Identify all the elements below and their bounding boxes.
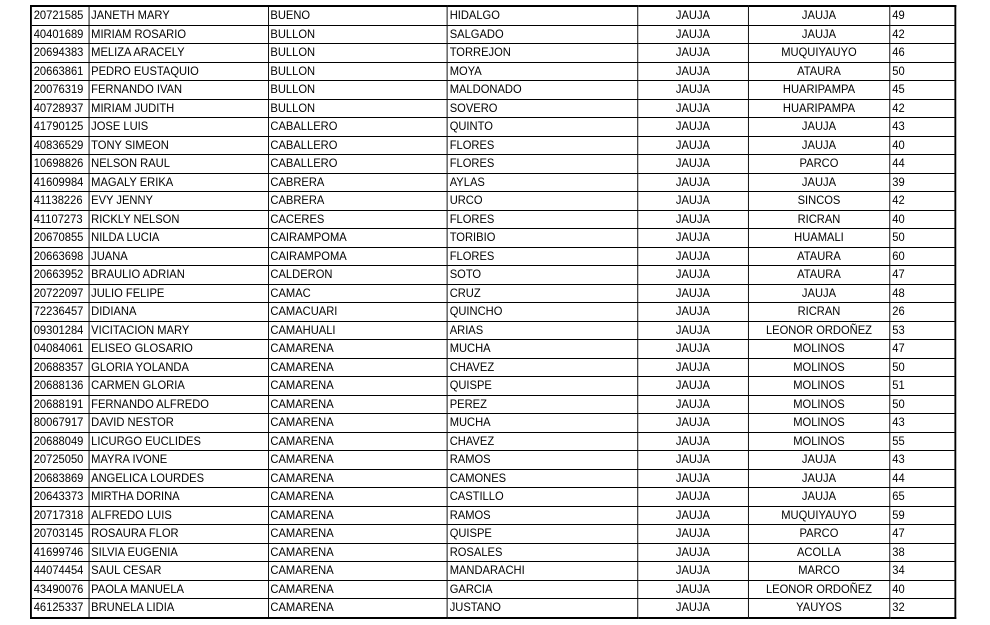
dni-cell: 09301284 bbox=[31, 321, 89, 340]
maternal-surname-cell: CRUZ bbox=[447, 284, 637, 303]
district-cell: LEONOR ORDOÑEZ bbox=[748, 321, 890, 340]
age-cell: 50 bbox=[890, 358, 955, 377]
first-names-cell: MELIZA ARACELY bbox=[89, 44, 268, 63]
table-row bbox=[31, 303, 955, 322]
registry-table bbox=[30, 5, 956, 619]
district-cell: JAUJA bbox=[748, 469, 890, 488]
paternal-surname-cell: CAMARENA bbox=[268, 340, 447, 359]
first-names-cell: MIRTHA DORINA bbox=[89, 488, 268, 507]
age-cell: 39 bbox=[890, 173, 955, 192]
paternal-surname-cell: CACERES bbox=[268, 210, 447, 229]
table-body bbox=[31, 6, 955, 618]
province-cell: JAUJA bbox=[638, 340, 748, 359]
dni-cell: 40401689 bbox=[31, 25, 89, 44]
district-cell: JAUJA bbox=[748, 118, 890, 137]
paternal-surname-cell: CABRERA bbox=[268, 173, 447, 192]
table-row bbox=[31, 81, 955, 100]
first-names-cell: ROSAURA FLOR bbox=[89, 525, 268, 544]
paternal-surname-cell: CAMARENA bbox=[268, 599, 447, 618]
paternal-surname-cell: CAMARENA bbox=[268, 432, 447, 451]
district-cell: ATAURA bbox=[748, 247, 890, 266]
age-cell: 40 bbox=[890, 136, 955, 155]
first-names-cell: JULIO FELIPE bbox=[89, 284, 268, 303]
paternal-surname-cell: CAIRAMPOMA bbox=[268, 247, 447, 266]
province-cell: JAUJA bbox=[638, 599, 748, 618]
table-row bbox=[31, 377, 955, 396]
maternal-surname-cell: QUISPE bbox=[447, 525, 637, 544]
district-cell: SINCOS bbox=[748, 192, 890, 211]
age-cell: 32 bbox=[890, 599, 955, 618]
maternal-surname-cell: FLORES bbox=[447, 247, 637, 266]
paternal-surname-cell: CAMARENA bbox=[268, 358, 447, 377]
province-cell: JAUJA bbox=[638, 136, 748, 155]
dni-cell: 41107273 bbox=[31, 210, 89, 229]
maternal-surname-cell: SALGADO bbox=[447, 25, 637, 44]
paternal-surname-cell: BULLON bbox=[268, 62, 447, 81]
paternal-surname-cell: CAMACUARI bbox=[268, 303, 447, 322]
first-names-cell: FERNANDO IVAN bbox=[89, 81, 268, 100]
table-row bbox=[31, 25, 955, 44]
paternal-surname-cell: CABRERA bbox=[268, 192, 447, 211]
table-row bbox=[31, 192, 955, 211]
age-cell: 50 bbox=[890, 395, 955, 414]
table-row bbox=[31, 414, 955, 433]
district-cell: JAUJA bbox=[748, 173, 890, 192]
first-names-cell: GLORIA YOLANDA bbox=[89, 358, 268, 377]
maternal-surname-cell: URCO bbox=[447, 192, 637, 211]
province-cell: JAUJA bbox=[638, 543, 748, 562]
district-cell: MOLINOS bbox=[748, 358, 890, 377]
first-names-cell: DIDIANA bbox=[89, 303, 268, 322]
dni-cell: 20703145 bbox=[31, 525, 89, 544]
maternal-surname-cell: MUCHA bbox=[447, 340, 637, 359]
dni-cell: 20722097 bbox=[31, 284, 89, 303]
dni-cell: 20663952 bbox=[31, 266, 89, 285]
paternal-surname-cell: CAIRAMPOMA bbox=[268, 229, 447, 248]
first-names-cell: MAYRA IVONE bbox=[89, 451, 268, 470]
paternal-surname-cell: CAMARENA bbox=[268, 469, 447, 488]
table-row bbox=[31, 118, 955, 137]
province-cell: JAUJA bbox=[638, 192, 748, 211]
province-cell: JAUJA bbox=[638, 395, 748, 414]
paternal-surname-cell: CABALLERO bbox=[268, 155, 447, 174]
table-row bbox=[31, 247, 955, 266]
age-cell: 60 bbox=[890, 247, 955, 266]
district-cell: YAUYOS bbox=[748, 599, 890, 618]
province-cell: JAUJA bbox=[638, 6, 748, 25]
paternal-surname-cell: CAMARENA bbox=[268, 525, 447, 544]
district-cell: JAUJA bbox=[748, 6, 890, 25]
table-row bbox=[31, 451, 955, 470]
dni-cell: 20643373 bbox=[31, 488, 89, 507]
age-cell: 26 bbox=[890, 303, 955, 322]
province-cell: JAUJA bbox=[638, 580, 748, 599]
table-row bbox=[31, 6, 955, 25]
first-names-cell: CARMEN GLORIA bbox=[89, 377, 268, 396]
age-cell: 50 bbox=[890, 229, 955, 248]
province-cell: JAUJA bbox=[638, 377, 748, 396]
maternal-surname-cell: MUCHA bbox=[447, 414, 637, 433]
maternal-surname-cell: MOYA bbox=[447, 62, 637, 81]
paternal-surname-cell: CAMARENA bbox=[268, 580, 447, 599]
table-row bbox=[31, 266, 955, 285]
dni-cell: 41790125 bbox=[31, 118, 89, 137]
maternal-surname-cell: CHAVEZ bbox=[447, 358, 637, 377]
first-names-cell: MIRIAM ROSARIO bbox=[89, 25, 268, 44]
first-names-cell: BRAULIO ADRIAN bbox=[89, 266, 268, 285]
age-cell: 47 bbox=[890, 266, 955, 285]
district-cell: JAUJA bbox=[748, 284, 890, 303]
table-row bbox=[31, 469, 955, 488]
table-row bbox=[31, 284, 955, 303]
paternal-surname-cell: CAMARENA bbox=[268, 451, 447, 470]
table-row bbox=[31, 44, 955, 63]
paternal-surname-cell: CAMARENA bbox=[268, 488, 447, 507]
maternal-surname-cell: TORREJON bbox=[447, 44, 637, 63]
maternal-surname-cell: ARIAS bbox=[447, 321, 637, 340]
province-cell: JAUJA bbox=[638, 469, 748, 488]
age-cell: 55 bbox=[890, 432, 955, 451]
dni-cell: 04084061 bbox=[31, 340, 89, 359]
dni-cell: 40728937 bbox=[31, 99, 89, 118]
dni-cell: 20721585 bbox=[31, 6, 89, 25]
table-row bbox=[31, 155, 955, 174]
table-row bbox=[31, 506, 955, 525]
maternal-surname-cell: CASTILLO bbox=[447, 488, 637, 507]
district-cell: MUQUIYAUYO bbox=[748, 44, 890, 63]
dni-cell: 44074454 bbox=[31, 562, 89, 581]
first-names-cell: JOSE LUIS bbox=[89, 118, 268, 137]
province-cell: JAUJA bbox=[638, 155, 748, 174]
dni-cell: 10698826 bbox=[31, 155, 89, 174]
province-cell: JAUJA bbox=[638, 62, 748, 81]
age-cell: 51 bbox=[890, 377, 955, 396]
province-cell: JAUJA bbox=[638, 210, 748, 229]
age-cell: 43 bbox=[890, 414, 955, 433]
age-cell: 42 bbox=[890, 99, 955, 118]
province-cell: JAUJA bbox=[638, 173, 748, 192]
first-names-cell: VICITACION MARY bbox=[89, 321, 268, 340]
first-names-cell: JUANA bbox=[89, 247, 268, 266]
district-cell: MUQUIYAUYO bbox=[748, 506, 890, 525]
district-cell: MOLINOS bbox=[748, 432, 890, 451]
age-cell: 38 bbox=[890, 543, 955, 562]
province-cell: JAUJA bbox=[638, 81, 748, 100]
table-row bbox=[31, 229, 955, 248]
maternal-surname-cell: JUSTANO bbox=[447, 599, 637, 618]
dni-cell: 20670855 bbox=[31, 229, 89, 248]
first-names-cell: NILDA LUCIA bbox=[89, 229, 268, 248]
dni-cell: 20663698 bbox=[31, 247, 89, 266]
first-names-cell: JANETH MARY bbox=[89, 6, 268, 25]
age-cell: 40 bbox=[890, 580, 955, 599]
first-names-cell: NELSON RAUL bbox=[89, 155, 268, 174]
dni-cell: 43490076 bbox=[31, 580, 89, 599]
province-cell: JAUJA bbox=[638, 488, 748, 507]
dni-cell: 41699746 bbox=[31, 543, 89, 562]
dni-cell: 20663861 bbox=[31, 62, 89, 81]
paternal-surname-cell: CAMARENA bbox=[268, 562, 447, 581]
table-row bbox=[31, 525, 955, 544]
district-cell: JAUJA bbox=[748, 136, 890, 155]
table-row bbox=[31, 580, 955, 599]
age-cell: 59 bbox=[890, 506, 955, 525]
dni-cell: 40836529 bbox=[31, 136, 89, 155]
age-cell: 44 bbox=[890, 469, 955, 488]
first-names-cell: ELISEO GLOSARIO bbox=[89, 340, 268, 359]
maternal-surname-cell: FLORES bbox=[447, 136, 637, 155]
dni-cell: 20688136 bbox=[31, 377, 89, 396]
paternal-surname-cell: CAMARENA bbox=[268, 395, 447, 414]
first-names-cell: BRUNELA LIDIA bbox=[89, 599, 268, 618]
first-names-cell: SILVIA EUGENIA bbox=[89, 543, 268, 562]
age-cell: 50 bbox=[890, 62, 955, 81]
first-names-cell: RICKLY NELSON bbox=[89, 210, 268, 229]
dni-cell: 20717318 bbox=[31, 506, 89, 525]
district-cell: LEONOR ORDOÑEZ bbox=[748, 580, 890, 599]
first-names-cell: EVY JENNY bbox=[89, 192, 268, 211]
table-row bbox=[31, 62, 955, 81]
maternal-surname-cell: MALDONADO bbox=[447, 81, 637, 100]
province-cell: JAUJA bbox=[638, 432, 748, 451]
district-cell: MOLINOS bbox=[748, 340, 890, 359]
table-row bbox=[31, 432, 955, 451]
dni-cell: 72236457 bbox=[31, 303, 89, 322]
province-cell: JAUJA bbox=[638, 118, 748, 137]
age-cell: 47 bbox=[890, 340, 955, 359]
paternal-surname-cell: BULLON bbox=[268, 44, 447, 63]
age-cell: 46 bbox=[890, 44, 955, 63]
district-cell: HUAMALI bbox=[748, 229, 890, 248]
district-cell: PARCO bbox=[748, 525, 890, 544]
dni-cell: 20725050 bbox=[31, 451, 89, 470]
paternal-surname-cell: CAMARENA bbox=[268, 506, 447, 525]
province-cell: JAUJA bbox=[638, 506, 748, 525]
district-cell: JAUJA bbox=[748, 25, 890, 44]
age-cell: 43 bbox=[890, 118, 955, 137]
table-row bbox=[31, 173, 955, 192]
first-names-cell: DAVID NESTOR bbox=[89, 414, 268, 433]
age-cell: 42 bbox=[890, 192, 955, 211]
dni-cell: 41138226 bbox=[31, 192, 89, 211]
province-cell: JAUJA bbox=[638, 414, 748, 433]
first-names-cell: PEDRO EUSTAQUIO bbox=[89, 62, 268, 81]
district-cell: MOLINOS bbox=[748, 395, 890, 414]
paternal-surname-cell: BUENO bbox=[268, 6, 447, 25]
maternal-surname-cell: QUINTO bbox=[447, 118, 637, 137]
district-cell: HUARIPAMPA bbox=[748, 81, 890, 100]
maternal-surname-cell: SOTO bbox=[447, 266, 637, 285]
maternal-surname-cell: SOVERO bbox=[447, 99, 637, 118]
maternal-surname-cell: GARCIA bbox=[447, 580, 637, 599]
maternal-surname-cell: CHAVEZ bbox=[447, 432, 637, 451]
table-row bbox=[31, 543, 955, 562]
dni-cell: 46125337 bbox=[31, 599, 89, 618]
maternal-surname-cell: CAMONES bbox=[447, 469, 637, 488]
paternal-surname-cell: CAMARENA bbox=[268, 377, 447, 396]
paternal-surname-cell: CAMARENA bbox=[268, 414, 447, 433]
first-names-cell: TONY SIMEON bbox=[89, 136, 268, 155]
dni-cell: 20688049 bbox=[31, 432, 89, 451]
first-names-cell: ALFREDO LUIS bbox=[89, 506, 268, 525]
province-cell: JAUJA bbox=[638, 451, 748, 470]
maternal-surname-cell: HIDALGO bbox=[447, 6, 637, 25]
dni-cell: 41609984 bbox=[31, 173, 89, 192]
province-cell: JAUJA bbox=[638, 303, 748, 322]
province-cell: JAUJA bbox=[638, 321, 748, 340]
paternal-surname-cell: CALDERON bbox=[268, 266, 447, 285]
maternal-surname-cell: AYLAS bbox=[447, 173, 637, 192]
maternal-surname-cell: PEREZ bbox=[447, 395, 637, 414]
district-cell: MOLINOS bbox=[748, 414, 890, 433]
district-cell: HUARIPAMPA bbox=[748, 99, 890, 118]
table-row bbox=[31, 136, 955, 155]
age-cell: 65 bbox=[890, 488, 955, 507]
first-names-cell: PAOLA MANUELA bbox=[89, 580, 268, 599]
age-cell: 47 bbox=[890, 525, 955, 544]
first-names-cell: ANGELICA LOURDES bbox=[89, 469, 268, 488]
district-cell: MARCO bbox=[748, 562, 890, 581]
paternal-surname-cell: BULLON bbox=[268, 99, 447, 118]
age-cell: 34 bbox=[890, 562, 955, 581]
province-cell: JAUJA bbox=[638, 358, 748, 377]
dni-cell: 20688357 bbox=[31, 358, 89, 377]
dni-cell: 20076319 bbox=[31, 81, 89, 100]
province-cell: JAUJA bbox=[638, 525, 748, 544]
age-cell: 45 bbox=[890, 81, 955, 100]
district-cell: PARCO bbox=[748, 155, 890, 174]
province-cell: JAUJA bbox=[638, 284, 748, 303]
province-cell: JAUJA bbox=[638, 44, 748, 63]
first-names-cell: LICURGO EUCLIDES bbox=[89, 432, 268, 451]
table-row bbox=[31, 599, 955, 618]
province-cell: JAUJA bbox=[638, 266, 748, 285]
district-cell: ACOLLA bbox=[748, 543, 890, 562]
table-row bbox=[31, 562, 955, 581]
province-cell: JAUJA bbox=[638, 562, 748, 581]
province-cell: JAUJA bbox=[638, 247, 748, 266]
age-cell: 49 bbox=[890, 6, 955, 25]
maternal-surname-cell: FLORES bbox=[447, 210, 637, 229]
age-cell: 42 bbox=[890, 25, 955, 44]
dni-cell: 20688191 bbox=[31, 395, 89, 414]
province-cell: JAUJA bbox=[638, 25, 748, 44]
maternal-surname-cell: QUISPE bbox=[447, 377, 637, 396]
table-row bbox=[31, 488, 955, 507]
first-names-cell: MIRIAM JUDITH bbox=[89, 99, 268, 118]
dni-cell: 20694383 bbox=[31, 44, 89, 63]
district-cell: ATAURA bbox=[748, 62, 890, 81]
age-cell: 44 bbox=[890, 155, 955, 174]
district-cell: JAUJA bbox=[748, 451, 890, 470]
age-cell: 40 bbox=[890, 210, 955, 229]
dni-cell: 20683869 bbox=[31, 469, 89, 488]
maternal-surname-cell: QUINCHO bbox=[447, 303, 637, 322]
dni-cell: 80067917 bbox=[31, 414, 89, 433]
province-cell: JAUJA bbox=[638, 229, 748, 248]
age-cell: 53 bbox=[890, 321, 955, 340]
district-cell: JAUJA bbox=[748, 488, 890, 507]
district-cell: RICRAN bbox=[748, 303, 890, 322]
paternal-surname-cell: CAMAHUALI bbox=[268, 321, 447, 340]
table-row bbox=[31, 321, 955, 340]
paternal-surname-cell: CABALLERO bbox=[268, 136, 447, 155]
maternal-surname-cell: RAMOS bbox=[447, 451, 637, 470]
table-row bbox=[31, 99, 955, 118]
paternal-surname-cell: CAMAC bbox=[268, 284, 447, 303]
first-names-cell: SAUL CESAR bbox=[89, 562, 268, 581]
district-cell: ATAURA bbox=[748, 266, 890, 285]
first-names-cell: MAGALY ERIKA bbox=[89, 173, 268, 192]
table-row bbox=[31, 395, 955, 414]
table-row bbox=[31, 358, 955, 377]
province-cell: JAUJA bbox=[638, 99, 748, 118]
paternal-surname-cell: BULLON bbox=[268, 25, 447, 44]
maternal-surname-cell: MANDARACHI bbox=[447, 562, 637, 581]
maternal-surname-cell: TORIBIO bbox=[447, 229, 637, 248]
maternal-surname-cell: ROSALES bbox=[447, 543, 637, 562]
paternal-surname-cell: CABALLERO bbox=[268, 118, 447, 137]
district-cell: RICRAN bbox=[748, 210, 890, 229]
age-cell: 48 bbox=[890, 284, 955, 303]
table-row bbox=[31, 210, 955, 229]
age-cell: 43 bbox=[890, 451, 955, 470]
paternal-surname-cell: BULLON bbox=[268, 81, 447, 100]
first-names-cell: FERNANDO ALFREDO bbox=[89, 395, 268, 414]
maternal-surname-cell: RAMOS bbox=[447, 506, 637, 525]
maternal-surname-cell: FLORES bbox=[447, 155, 637, 174]
table-row bbox=[31, 340, 955, 359]
district-cell: MOLINOS bbox=[748, 377, 890, 396]
paternal-surname-cell: CAMARENA bbox=[268, 543, 447, 562]
